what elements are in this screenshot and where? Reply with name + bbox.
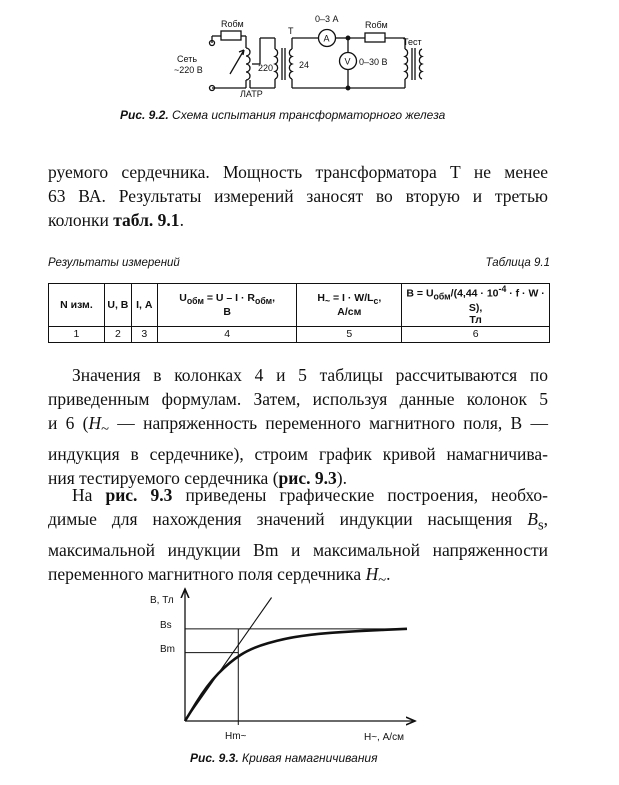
cell-5: 5 bbox=[297, 326, 402, 342]
label-24: 24 bbox=[299, 60, 310, 70]
label-source-2: ~220 В bbox=[174, 65, 203, 75]
fig-ref-1: рис. 9.3 bbox=[278, 467, 337, 488]
p1-line-2: 63 ВА. Результаты измерений заносят во вторую и третью bbox=[48, 186, 548, 206]
y-tick-bs: Bs bbox=[160, 620, 172, 631]
p3-line-1: На рис. 9.3 приведены графические построения, необхо- bbox=[72, 485, 548, 505]
label-t: T bbox=[288, 26, 294, 36]
p1-line-3: колонки табл. 9.1. bbox=[48, 210, 184, 230]
results-table bbox=[48, 283, 550, 343]
magnetization-curve bbox=[185, 629, 407, 721]
table-caption-left: Результаты измерений bbox=[48, 257, 180, 269]
tangent-line bbox=[185, 598, 272, 722]
label-source-1: Сеть bbox=[177, 54, 198, 64]
table-header-row bbox=[49, 284, 550, 327]
cell-4: 4 bbox=[157, 326, 297, 342]
figure-9-3-text: Кривая намагничивания bbox=[242, 751, 378, 765]
x-tick-hm: Hm~ bbox=[225, 731, 247, 742]
figure-9-2-caption bbox=[120, 108, 520, 122]
figure-9-3-number: Рис. 9.3. bbox=[190, 751, 239, 765]
p3-line-3: максимальной индукции Bm и максимальной напряженности bbox=[48, 539, 548, 560]
y-tick-bm: Bm bbox=[160, 644, 175, 655]
p3-line-2: димые для нахождения значений индукции насыщения $B_s$, bbox=[48, 509, 548, 534]
p2-line-3: и 6 ($H_\sim$ — напряженность переменного магнитного поля, В — bbox=[48, 413, 548, 438]
header-n: N изм. bbox=[49, 284, 105, 327]
p2-line-1: Значения в колонках 4 и 5 таблицы рассчитываются по bbox=[72, 365, 548, 385]
transformer-secondary bbox=[289, 49, 292, 79]
cell-2: 2 bbox=[104, 326, 131, 342]
cell-3: 3 bbox=[131, 326, 157, 342]
header-u-obm: $U_{обм} = U - I \cdot R_{обм}$, В bbox=[157, 284, 297, 327]
label-220: 220 bbox=[258, 63, 274, 73]
label-ammeter-range: 0–3 А bbox=[315, 14, 339, 24]
resistor-r1 bbox=[221, 31, 241, 40]
p2-line-2: приведенным формулам. Затем, используя данные колонок 5 bbox=[48, 389, 548, 409]
x-axis-label: H~, А/см bbox=[364, 732, 404, 743]
resistor-r2 bbox=[365, 33, 385, 42]
figure-9-2-number: Рис. 9.2. bbox=[120, 108, 169, 122]
label-r2: Rобм bbox=[365, 20, 388, 30]
cell-1: 1 bbox=[49, 326, 105, 342]
p1-line-1: руемого сердечника. Мощность трансформатора Т не менее bbox=[48, 162, 548, 182]
header-h: $H_\sim = I \cdot W/L_c$, А/см bbox=[297, 284, 402, 327]
label-test: Тест bbox=[403, 37, 422, 47]
circuit-diagram bbox=[160, 10, 450, 100]
latr-coil bbox=[246, 48, 250, 80]
label-voltmeter: V bbox=[344, 56, 351, 67]
label-latr: ЛАТР bbox=[240, 89, 263, 99]
header-u: U, В bbox=[104, 284, 131, 327]
cell-6: 6 bbox=[402, 326, 550, 342]
label-r1: Rобм bbox=[221, 19, 244, 29]
label-voltmeter-range: 0–30 В bbox=[359, 57, 388, 67]
p2-line-4: индукция в сердечнике), строим график кривой намагничива- bbox=[48, 443, 548, 464]
figure-9-2-text: Схема испытания трансформаторного железа bbox=[172, 108, 446, 122]
p2-line-5: ния тестируемого сердечника (рис. 9.3). bbox=[48, 467, 347, 488]
figure-9-3-caption bbox=[190, 751, 490, 765]
table-row bbox=[49, 326, 550, 342]
table-ref: табл. 9.1 bbox=[113, 210, 180, 230]
y-axis-label: B, Тл bbox=[150, 595, 174, 606]
label-ammeter: A bbox=[323, 33, 330, 44]
header-b: $B = U_{обм}/(4,44 \cdot 10^{-4} \cdot f \cdot W \cdot S)$, Тл bbox=[402, 284, 550, 327]
paragraph-3 bbox=[48, 483, 548, 592]
fig-ref-2: рис. 9.3 bbox=[105, 485, 173, 505]
test-coil bbox=[405, 49, 408, 79]
header-i: I, А bbox=[131, 284, 157, 327]
magnetization-chart bbox=[140, 583, 430, 748]
p3-line-4: переменного магнитного поля сердечника $H_\sim$. bbox=[48, 563, 391, 588]
paragraph-1 bbox=[48, 160, 548, 232]
transformer-primary bbox=[275, 49, 278, 79]
paragraph-2 bbox=[48, 363, 548, 490]
table-caption-right: Таблица 9.1 bbox=[485, 257, 550, 269]
